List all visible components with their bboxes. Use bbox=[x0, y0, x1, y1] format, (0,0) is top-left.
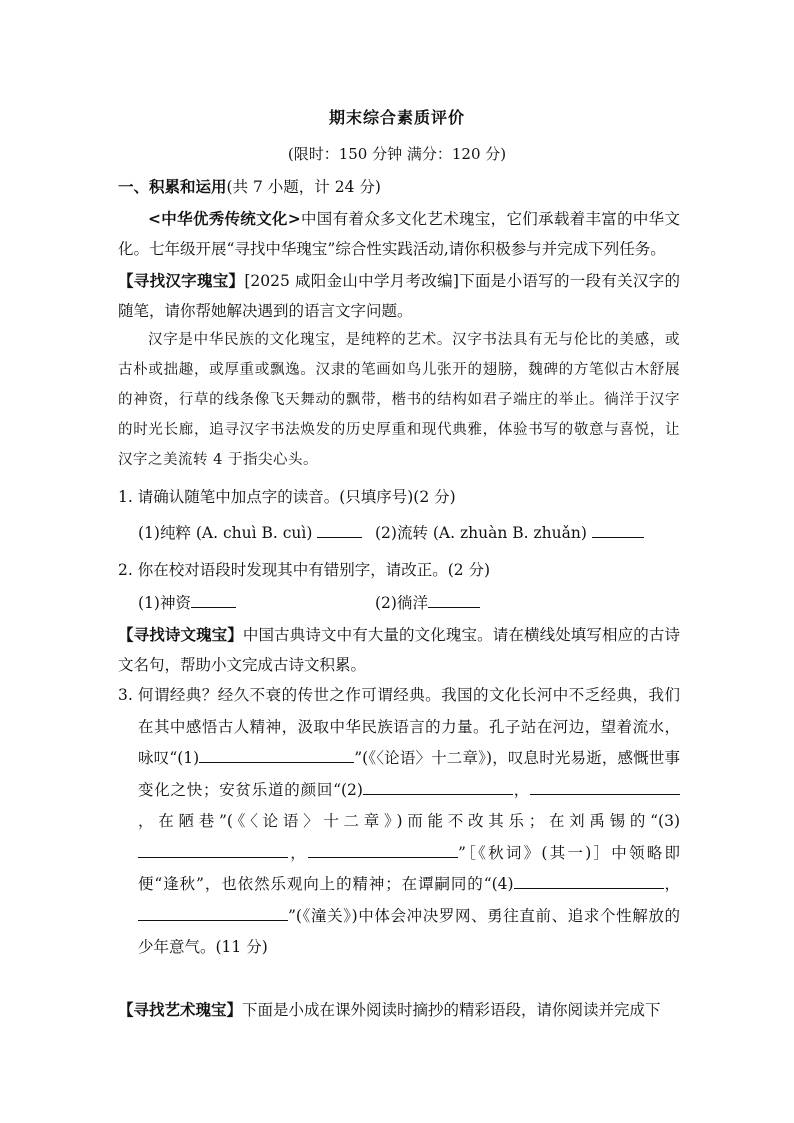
option-text: (1)纯粹 (A. chuì B. cuì) bbox=[138, 524, 313, 542]
essay-passage: 汉字是中华民族的文化瑰宝，是纯粹的艺术。汉字书法具有无与伦比的美感，或古朴或拙趣，或厚重或飘逸。汉隶的笔画如鸟儿张开的翅膀，魏碑的方笔似古木舒展的神资，行草的线条像飞天舞动的飘带，楷书的结构如君子端庄的举止。徜洋于汉字的时光长廊，追寻汉字书法焕发的历史厚重和现代典雅，体验书写的敬意与喜悦，让汉字之美流转 4 于指尖心头。 bbox=[118, 332, 680, 468]
section-title: 一、积累和运用 bbox=[118, 177, 227, 196]
question-3-text: ， bbox=[663, 875, 680, 893]
task-hanzi-tag: 【寻找汉字瑰宝】 bbox=[118, 271, 245, 290]
question-3-body bbox=[138, 680, 680, 964]
question-2-option-2 bbox=[375, 588, 480, 618]
task-art-tag: 【寻找艺术瑰宝】 bbox=[118, 1000, 243, 1019]
option-text: (1)神资 bbox=[138, 594, 191, 612]
answer-blank[interactable] bbox=[191, 589, 236, 608]
task-hanzi-text: [2025 咸阳金山中学月考改编]下面是小语写的一段有关汉字的随笔，请你帮她解决遇到的语言文字问题。 bbox=[118, 272, 680, 320]
question-2-stem: 2. 你在校对语段时发现其中有错别字，请改正。(2 分) bbox=[118, 561, 491, 579]
task-poetry-tag: 【寻找诗文瑰宝】 bbox=[118, 625, 243, 644]
question-1-stem: 1. 请确认随笔中加点字的读音。(只填序号)(2 分) bbox=[118, 488, 456, 506]
intro-tag: <中华优秀传统文化> bbox=[148, 209, 301, 228]
answer-blank[interactable] bbox=[138, 839, 288, 858]
answer-blank[interactable] bbox=[592, 519, 644, 538]
intro-paragraph bbox=[118, 204, 680, 264]
question-2-option-1 bbox=[138, 588, 236, 618]
task-poetry bbox=[118, 620, 680, 680]
question-3-text: ， bbox=[512, 780, 530, 799]
task-hanzi bbox=[118, 266, 680, 326]
question-3-number: 3. bbox=[118, 686, 133, 704]
option-text: (2)流转 (A. zhuàn B. zhuǎn) bbox=[375, 524, 587, 542]
answer-blank[interactable] bbox=[514, 870, 664, 889]
task-poetry-text: 中国古典诗文中有大量的文化瑰宝。请在横线处填写相应的古诗文名句，帮助小文完成古诗文积累。 bbox=[118, 626, 680, 674]
task-art-text: 下面是小成在课外阅读时摘抄的精彩语段，请你阅读并完成下 bbox=[242, 1001, 661, 1019]
option-text: (2)徜洋 bbox=[375, 594, 428, 612]
answer-blank[interactable] bbox=[317, 519, 362, 538]
intro-text: 中国有着众多文化艺术瑰宝，它们承载着丰富的中华文化。七年级开展“寻找中华瑰宝”综合性实践活动,请你积极参与并完成下列任务。 bbox=[118, 210, 680, 258]
question-3-text: ”(《〈论语〉十二章》)，叹息时光易逝，感慨世事变化之快；安贫乐道的颜回“(2) bbox=[138, 749, 680, 799]
task-art bbox=[118, 995, 680, 1025]
question-1-option-1 bbox=[138, 518, 362, 548]
exam-limits: (限时：150 分钟 满分：120 分) bbox=[287, 145, 507, 163]
answer-blank[interactable] bbox=[308, 839, 458, 858]
question-3-text: ”(《潼关》)中体会冲决罗网、勇往直前、追求个性解放的少年意气。(11 分) bbox=[138, 906, 680, 956]
question-3 bbox=[118, 680, 680, 964]
answer-blank[interactable] bbox=[428, 589, 480, 608]
answer-blank[interactable] bbox=[530, 776, 680, 795]
page-title: 期末综合素质评价 bbox=[328, 108, 465, 127]
question-3-text: ”［《秋词》(其一)］中领略即便“逢秋”，也依然乐观向上的精神；在谭嗣同的“(4) bbox=[138, 843, 680, 893]
question-3-text: ，在陋巷”(《〈论语〉十二章》)而能不改其乐；在刘禹锡的“(3) bbox=[138, 812, 680, 830]
answer-blank[interactable] bbox=[138, 902, 288, 921]
question-1-option-2 bbox=[375, 518, 644, 548]
question-3-text: 何谓经典？经久不衰的传世之作可谓经典。我国的文化长河中不乏经典，我们在其中感悟古人精神，汲取中华民族语言的力量。孔子站在河边，望着流水，咏叹“(1) bbox=[138, 686, 680, 767]
answer-blank[interactable] bbox=[199, 744, 354, 763]
section-heading bbox=[118, 172, 680, 202]
answer-blank[interactable] bbox=[363, 776, 513, 795]
question-3-text: ， bbox=[288, 843, 308, 862]
section-note: (共 7 小题，计 24 分) bbox=[226, 178, 381, 196]
